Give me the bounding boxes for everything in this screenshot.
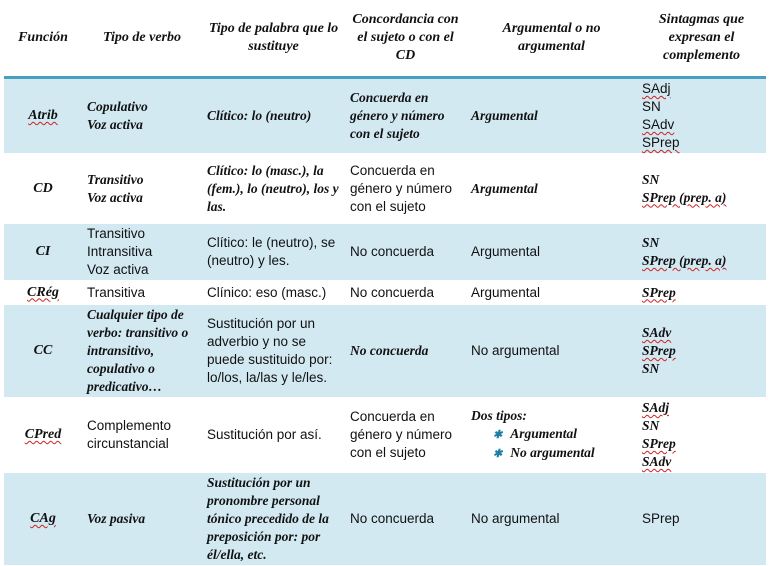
cell-funcion: Atrib [28, 108, 58, 123]
table-row [4, 78, 766, 154]
cell-sustituye: Clítico: lo (masc.), la (fem.), lo (neutro), los y las. [202, 154, 345, 224]
header-row [4, 0, 766, 78]
cell-argumental: Dos tipos: ✱ Argumental ✱ No argumental [466, 398, 637, 473]
cell-sintagmas: SAdj SN SAdv SPrep [637, 78, 766, 154]
cell-concordancia: No concuerda [345, 305, 466, 398]
cell-argumental: Argumental [466, 78, 637, 154]
cell-sintagmas: SN SPrep (prep. a) [637, 224, 766, 281]
cell-funcion: CI [4, 224, 82, 281]
cell-tipo-verbo: Cualquier tipo de verbo: transitivo o intransitivo, copulativo o predicativo… [82, 305, 202, 398]
header-tipo-verbo: Tipo de verbo [82, 0, 202, 78]
header-sustituye: Tipo de palabra que lo sustituye [202, 0, 345, 78]
cell-concordancia: No concuerda [345, 281, 466, 305]
cell-sustituye: Sustitución por un pronombre personal tónico precedido de la preposición por: por él/ella, etc. [202, 473, 345, 566]
cell-sustituye: Clítico: le (neutro), se (neutro) y les. [202, 224, 345, 281]
cell-concordancia: Concuerda en género y número con el sujeto [345, 154, 466, 224]
table-row [4, 281, 766, 305]
cell-tipo-verbo: Complemento circunstancial [82, 398, 202, 473]
cell-argumental: Argumental [466, 224, 637, 281]
cell-tipo-verbo: Voz pasiva [82, 473, 202, 566]
bullet-icon: ✱ [493, 448, 503, 460]
table-row [4, 224, 766, 281]
cell-sintagmas: SPrep [642, 284, 676, 300]
cell-concordancia: No concuerda [345, 224, 466, 281]
cell-concordancia: Concuerda en género y número con el sujeto [345, 78, 466, 154]
cell-funcion: CPred [24, 427, 62, 442]
header-sintagmas: Sintagmas que expresan el complemento [637, 0, 766, 78]
header-argumental: Argumental o no argumental [466, 0, 637, 78]
cell-sustituye: Sustitución por así. [202, 398, 345, 473]
cell-tipo-verbo: Transitiva [82, 281, 202, 305]
cell-tipo-verbo: Transitivo Voz activa [82, 154, 202, 224]
header-concordancia: Concordancia con el sujeto o con el CD [345, 0, 466, 78]
cell-funcion: CD [4, 154, 82, 224]
grammar-table [4, 0, 766, 566]
cell-funcion: CAg [30, 511, 56, 526]
table-row [4, 154, 766, 224]
table-row [4, 398, 766, 473]
cell-sintagmas: SPrep [637, 473, 766, 566]
cell-concordancia: No concuerda [345, 473, 466, 566]
cell-sintagmas: SAdj SN SPrep SAdv [637, 398, 766, 473]
cell-sustituye: Clínico: eso (masc.) [202, 281, 345, 305]
cell-sintagmas: SN SPrep (prep. a) [637, 154, 766, 224]
bullet-icon: ✱ [493, 429, 503, 441]
cell-sintagmas: SAdv SPrep SN [637, 305, 766, 398]
header-funcion: Función [4, 0, 82, 78]
cell-argumental: No argumental [466, 473, 637, 566]
cell-argumental: No argumental [466, 305, 637, 398]
cell-sustituye: Sustitución por un adverbio y no se puede sustituido por: lo/los, la/las y le/les. [202, 305, 345, 398]
table-row [4, 305, 766, 398]
table-row [4, 473, 766, 566]
cell-concordancia: Concuerda en género y número con el sujeto [345, 398, 466, 473]
cell-funcion: CRég [27, 284, 59, 300]
cell-tipo-verbo: Transitivo Intransitiva Voz activa [82, 224, 202, 281]
cell-sustituye: Clítico: lo (neutro) [202, 78, 345, 154]
cell-argumental: Argumental [466, 154, 637, 224]
cell-argumental: Argumental [466, 281, 637, 305]
cell-tipo-verbo: Copulativo Voz activa [82, 78, 202, 154]
cell-funcion: CC [4, 305, 82, 398]
